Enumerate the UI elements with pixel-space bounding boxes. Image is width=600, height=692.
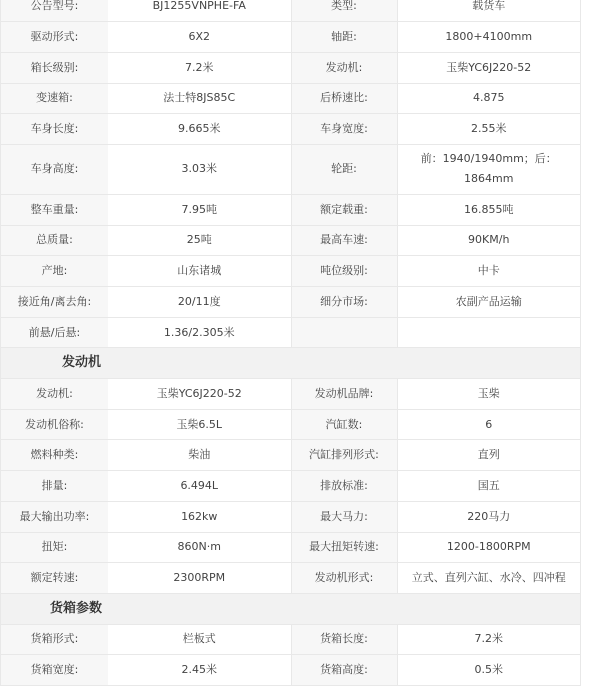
spec-value: 6X2 (108, 22, 291, 53)
spec-label: 箱长级别: (1, 52, 108, 83)
spec-value: 6 (397, 409, 580, 440)
spec-row (1, 563, 580, 594)
spec-row (1, 655, 580, 686)
spec-label: 驱动形式: (1, 22, 108, 53)
spec-value: 玉柴 (397, 379, 580, 410)
spec-value: BJ1255VNPHE-FA (108, 0, 291, 22)
spec-value: 7.2米 (108, 52, 291, 83)
spec-row (1, 22, 580, 53)
spec-value: 国五 (397, 471, 580, 502)
spec-row (1, 501, 580, 532)
spec-value: 1200-1800RPM (397, 532, 580, 563)
spec-row (1, 83, 580, 114)
spec-value: 玉柴YC6J220-52 (108, 379, 291, 410)
spec-value: 栏板式 (108, 624, 291, 655)
spec-label: 总质量: (1, 225, 108, 256)
spec-row (1, 624, 580, 655)
spec-value: 4.875 (397, 83, 580, 114)
spec-label: 轮距: (291, 144, 397, 194)
spec-label: 最大马力: (291, 501, 397, 532)
spec-value: 立式、直列六缸、水冷、四冲程 (397, 563, 580, 594)
spec-label: 最大扭矩转速: (291, 532, 397, 563)
spec-value: 直列 (397, 440, 580, 471)
spec-value: 前：1940/1940mm；后：1864mm (397, 144, 580, 194)
spec-row (1, 0, 580, 22)
spec-label: 公告型号: (1, 0, 108, 22)
spec-value: 2.55米 (397, 114, 580, 145)
spec-row (1, 144, 580, 194)
section-title: 发动机 (62, 355, 102, 371)
spec-label: 额定载重: (291, 194, 397, 225)
spec-label: 汽缸排列形式: (291, 440, 397, 471)
spec-value: 3.03米 (108, 144, 291, 194)
spec-label: 产地: (1, 256, 108, 287)
spec-row (1, 440, 580, 471)
spec-label: 货箱长度: (291, 624, 397, 655)
spec-value: 1.36/2.305米 (108, 317, 291, 348)
spec-label: 接近角/离去角: (1, 287, 108, 318)
spec-row (1, 194, 580, 225)
spec-value: 2.45米 (108, 655, 291, 686)
spec-label: 扭矩: (1, 532, 108, 563)
spec-label: 前悬/后悬: (1, 317, 108, 348)
spec-row (1, 287, 580, 318)
spec-label: 发动机形式: (291, 563, 397, 594)
spec-value: 1800+4100mm (397, 22, 580, 53)
spec-row (1, 409, 580, 440)
spec-value: 柴油 (108, 440, 291, 471)
spec-label: 类型: (291, 0, 397, 22)
spec-label: 最大输出功率: (1, 501, 108, 532)
spec-label: 轴距: (291, 22, 397, 53)
spec-label: 变速箱: (1, 83, 108, 114)
spec-value: 玉柴YC6J220-52 (397, 52, 580, 83)
spec-label: 发动机品牌: (291, 379, 397, 410)
spec-label: 汽缸数: (291, 409, 397, 440)
spec-row (1, 532, 580, 563)
spec-label: 货箱形式: (1, 624, 108, 655)
spec-label: 车身长度: (1, 114, 108, 145)
section-engine (1, 348, 580, 379)
spec-row (1, 379, 580, 410)
spec-value: 农副产品运输 (397, 287, 580, 318)
spec-row (1, 471, 580, 502)
spec-value: 20/11度 (108, 287, 291, 318)
spec-value (397, 317, 580, 348)
spec-value: 90KM/h (397, 225, 580, 256)
spec-label: 额定转速: (1, 563, 108, 594)
spec-value: 25吨 (108, 225, 291, 256)
spec-value: 6.494L (108, 471, 291, 502)
spec-label (291, 317, 397, 348)
section-cargo (1, 593, 580, 624)
spec-label: 最高车速: (291, 225, 397, 256)
spec-value: 7.95吨 (108, 194, 291, 225)
spec-label: 货箱高度: (291, 655, 397, 686)
spec-value: 7.2米 (397, 624, 580, 655)
spec-row (1, 317, 580, 348)
spec-row (1, 114, 580, 145)
spec-table (1, 0, 580, 686)
spec-label: 燃料种类: (1, 440, 108, 471)
spec-value: 220马力 (397, 501, 580, 532)
spec-value: 法士特8JS85C (108, 83, 291, 114)
spec-label: 车身高度: (1, 144, 108, 194)
spec-value: 玉柴6.5L (108, 409, 291, 440)
spec-value: 2300RPM (108, 563, 291, 594)
spec-value: 16.855吨 (397, 194, 580, 225)
spec-value: 0.5米 (397, 655, 580, 686)
spec-label: 发动机: (291, 52, 397, 83)
spec-value: 载货车 (397, 0, 580, 22)
spec-value: 山东诸城 (108, 256, 291, 287)
spec-label: 车身宽度: (291, 114, 397, 145)
section-title: 货箱参数 (50, 600, 103, 616)
spec-value: 162kw (108, 501, 291, 532)
spec-value: 中卡 (397, 256, 580, 287)
spec-label: 货箱宽度: (1, 655, 108, 686)
spec-label: 细分市场: (291, 287, 397, 318)
spec-label: 发动机俗称: (1, 409, 108, 440)
spec-label: 整车重量: (1, 194, 108, 225)
spec-value: 860N·m (108, 532, 291, 563)
spec-label: 后桥速比: (291, 83, 397, 114)
spec-label: 排量: (1, 471, 108, 502)
spec-label: 吨位级别: (291, 256, 397, 287)
spec-row (1, 256, 580, 287)
spec-label: 发动机: (1, 379, 108, 410)
spec-row (1, 52, 580, 83)
spec-row (1, 225, 580, 256)
spec-value: 9.665米 (108, 114, 291, 145)
spec-label: 排放标准: (291, 471, 397, 502)
